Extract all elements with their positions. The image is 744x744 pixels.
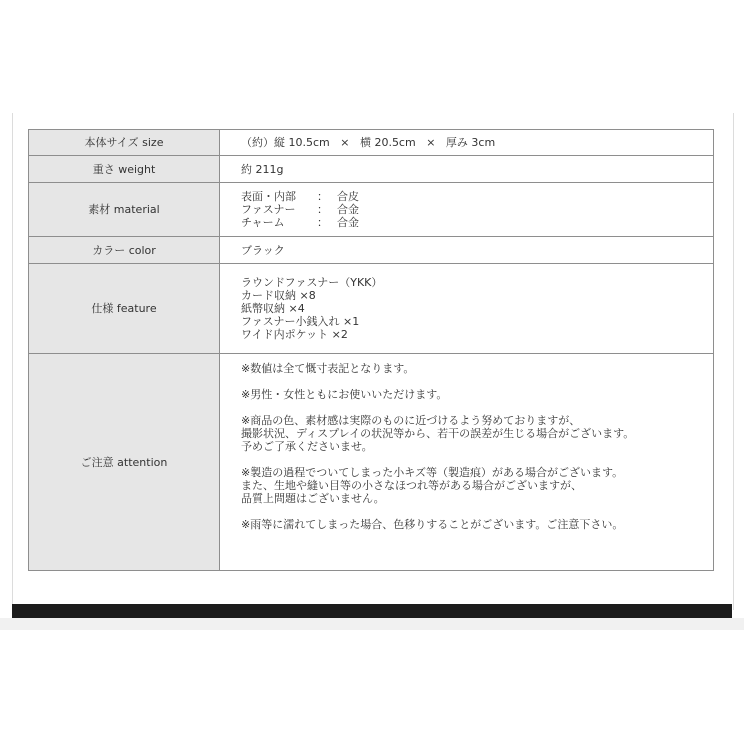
material-value-text: 合皮 bbox=[337, 190, 359, 203]
feature-item: ラウンドファスナー（YKK） bbox=[241, 276, 383, 289]
note-line: ※製造の過程でついてしまった小キズ等（製造痕）がある場合がございます。 bbox=[241, 466, 624, 479]
note-line: ※数値は全て慨寸表記となります。 bbox=[241, 362, 415, 375]
material-part: チャーム bbox=[241, 216, 285, 229]
material-row bbox=[241, 190, 713, 203]
note-line: ※男性・女性ともにお使いいただけます。 bbox=[241, 388, 448, 401]
size-label: 本体サイズ size bbox=[29, 130, 220, 156]
color-value: ブラック bbox=[220, 237, 714, 264]
spec-row-weight bbox=[29, 156, 714, 183]
material-part: ファスナー bbox=[241, 203, 296, 216]
note-line: ※雨等に濡れてしまった場合、色移りすることがございます。ご注意下さい。 bbox=[241, 518, 624, 531]
bottom-strip bbox=[0, 618, 744, 630]
material-value-text: 合金 bbox=[337, 203, 359, 216]
material-label: 素材 material bbox=[29, 183, 220, 237]
note-line: ※商品の色、素材感は実際のものに近づけるよう努めておりますが、 bbox=[241, 414, 581, 427]
attention-note bbox=[241, 362, 713, 375]
attention-note bbox=[241, 518, 713, 531]
feature-item: 紙幣収納 ×4 bbox=[241, 302, 305, 315]
feature-item: ファスナー小銭入れ ×1 bbox=[241, 315, 360, 328]
note-line: 予めご了承くださいませ。 bbox=[241, 440, 373, 453]
weight-label: 重さ weight bbox=[29, 156, 220, 183]
material-colon: ： bbox=[317, 203, 328, 216]
spec-table bbox=[28, 129, 714, 571]
spec-row-material bbox=[29, 183, 714, 237]
material-colon: ： bbox=[317, 190, 328, 203]
spec-row-feature bbox=[29, 264, 714, 354]
bottom-bar bbox=[12, 604, 732, 618]
note-line: また、生地や縫い目等の小さなほつれ等がある場合がございますが、 bbox=[241, 479, 582, 492]
attention-notes bbox=[220, 354, 714, 571]
spec-row-attention bbox=[29, 354, 714, 571]
note-line: 撮影状況、ディスプレイの状況等から、若干の誤差が生じる場合がございます。 bbox=[241, 427, 635, 440]
spec-row-color bbox=[29, 237, 714, 264]
material-value-text: 合金 bbox=[337, 216, 359, 229]
feature-item: ワイド内ポケット ×2 bbox=[241, 328, 348, 341]
size-value: （約）縦 10.5cm × 横 20.5cm × 厚み 3cm bbox=[220, 130, 714, 156]
material-row bbox=[241, 203, 713, 216]
feature-item: カード収納 ×8 bbox=[241, 289, 316, 302]
feature-value bbox=[220, 264, 714, 354]
material-colon: ： bbox=[317, 216, 328, 229]
attention-note bbox=[241, 414, 713, 453]
material-value bbox=[220, 183, 714, 237]
color-label: カラー color bbox=[29, 237, 220, 264]
note-line: 品質上問題はございません。 bbox=[241, 492, 385, 505]
attention-label: ご注意 attention bbox=[29, 354, 220, 571]
material-row bbox=[241, 216, 713, 229]
spec-row-size bbox=[29, 130, 714, 156]
attention-note bbox=[241, 388, 713, 401]
feature-label: 仕様 feature bbox=[29, 264, 220, 354]
attention-note bbox=[241, 466, 713, 505]
weight-value: 約 211g bbox=[220, 156, 714, 183]
material-part: 表面・内部 bbox=[241, 190, 296, 203]
